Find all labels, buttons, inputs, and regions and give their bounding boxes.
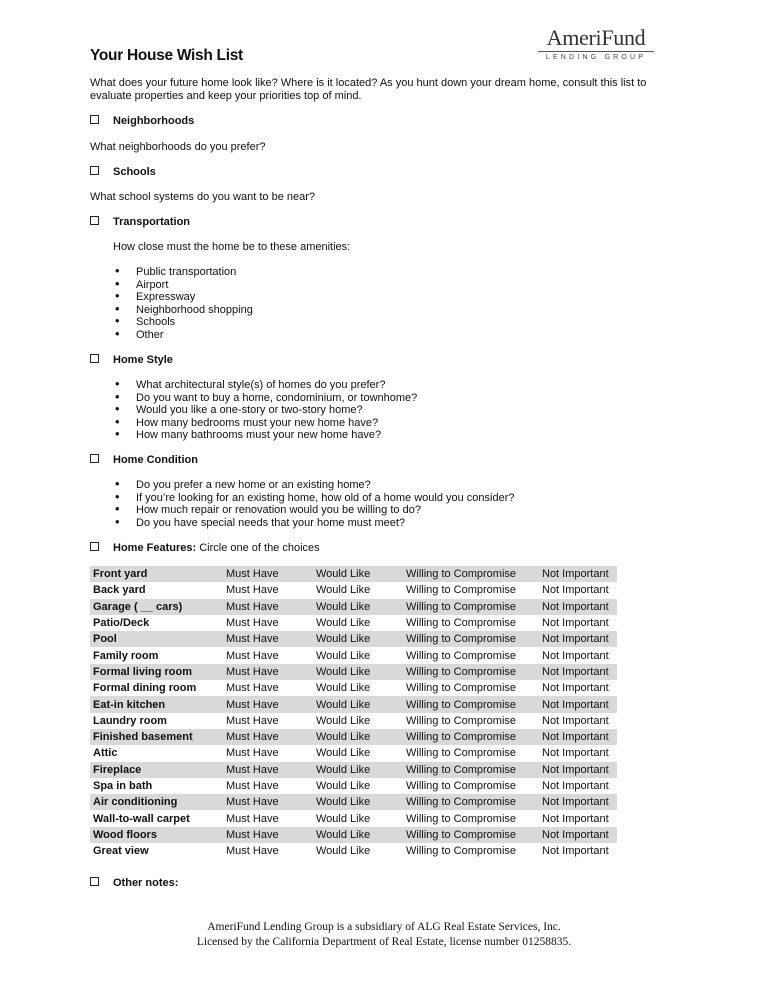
feature-name: Front yard [90,566,223,582]
choice-must-have[interactable]: Must Have [226,780,279,792]
table-row [90,599,617,615]
choice-must-have[interactable]: Must Have [223,599,313,615]
choice-would-like[interactable]: Would Like [316,617,371,630]
home-condition-label: Home Condition [113,454,198,466]
list-item: • Public transportation [113,266,253,279]
logo-rule [538,51,654,52]
footer-line-1: AmeriFund Lending Group is a subsidiary of ALG Real Estate Services, Inc. [207,921,561,933]
choice-must-have[interactable]: Must Have [223,696,313,712]
feature-name: Finished basement [90,729,223,745]
choice-would-like[interactable]: Would Like [313,566,403,582]
choice-must-have[interactable]: Must Have [226,714,279,727]
intro-text: What does your future home look like? Where is it located? As you hunt down your dream home, consult this list to evaluate properties and keep your priorities top of mind. [90,77,647,102]
checkbox-icon[interactable] [90,877,99,886]
choice-not-important[interactable]: Not Important [542,584,609,597]
choice-willing-to-compromise[interactable]: Willing to Compromise [403,827,539,843]
transportation-question: How close must the home be to these amenities: [113,241,351,253]
choice-must-have[interactable]: Must Have [223,827,313,843]
footer [0,920,768,950]
choice-not-important[interactable]: Not Important [539,664,617,680]
table-row [90,680,617,696]
choice-not-important[interactable]: Not Important [539,631,617,647]
feature-name: Formal living room [90,664,223,680]
feature-name: Pool [90,631,223,647]
choice-willing-to-compromise[interactable]: Willing to Compromise [406,780,517,792]
schools-heading [90,166,156,178]
list-item: • Neighborhood shopping [113,304,253,317]
schools-question: What school systems do you want to be near? [90,191,316,203]
choice-not-important[interactable]: Not Important [542,649,609,662]
choice-not-important[interactable]: Not Important [539,729,617,745]
choice-must-have[interactable]: Must Have [223,664,313,680]
feature-name: Air conditioning [90,794,223,810]
checkbox-icon[interactable] [90,166,99,175]
choice-must-have[interactable]: Must Have [223,794,313,810]
choice-must-have[interactable]: Must Have [223,631,313,647]
choice-not-important[interactable]: Not Important [542,682,609,695]
choice-would-like[interactable]: Would Like [316,812,371,825]
choice-must-have[interactable]: Must Have [223,566,313,582]
other-notes-heading [90,877,178,889]
table-row [90,778,617,794]
feature-name: Family room [93,649,159,662]
feature-name: Great view [93,845,149,858]
logo-subtitle: LENDING GROUP [545,54,647,61]
checkbox-icon[interactable] [90,115,99,124]
choice-not-important[interactable]: Not Important [542,812,609,825]
feature-name: Wall-to-wall carpet [93,812,190,825]
table-row [90,566,617,582]
choice-not-important[interactable]: Not Important [539,794,617,810]
choice-would-like[interactable]: Would Like [316,845,371,858]
choice-would-like[interactable]: Would Like [316,747,371,760]
schools-label: Schools [113,166,156,178]
choice-not-important[interactable]: Not Important [542,714,609,727]
feature-name: Garage ( __ cars) [90,599,223,615]
choice-must-have[interactable]: Must Have [226,682,279,695]
list-item: • Do you prefer a new home or an existing home? [113,479,515,492]
table-row [90,696,617,712]
choice-would-like[interactable]: Would Like [316,714,371,727]
choice-not-important[interactable]: Not Important [539,599,617,615]
choice-willing-to-compromise[interactable]: Willing to Compromise [403,696,539,712]
list-item: • How many bedrooms must your new home have? [113,417,417,430]
table-row [90,664,617,680]
transportation-list [113,266,253,342]
feature-name: Back yard [93,584,146,597]
choice-willing-to-compromise[interactable]: Willing to Compromise [403,794,539,810]
choice-willing-to-compromise[interactable]: Willing to Compromise [403,566,539,582]
neighborhoods-question: What neighborhoods do you prefer? [90,141,266,153]
choice-would-like[interactable]: Would Like [313,827,403,843]
choice-would-like[interactable]: Would Like [313,794,403,810]
list-item: • Do you want to buy a home, condominium, or townhome? [113,392,417,405]
table-row [90,843,617,859]
choice-not-important[interactable]: Not Important [542,845,609,858]
table-row [90,745,617,761]
choice-willing-to-compromise[interactable]: Willing to Compromise [403,599,539,615]
table-row [90,647,617,663]
list-item: • Would you like a one-story or two-story home? [113,404,417,417]
choice-willing-to-compromise[interactable]: Willing to Compromise [403,729,539,745]
feature-name: Wood floors [90,827,223,843]
choice-not-important[interactable]: Not Important [542,747,609,760]
neighborhoods-heading [90,115,194,127]
choice-must-have[interactable]: Must Have [226,617,279,630]
table-row [90,615,617,631]
choice-must-have[interactable]: Must Have [223,729,313,745]
neighborhoods-label: Neighborhoods [113,115,195,127]
home-condition-list [113,479,515,529]
logo-name: AmeriFund [546,25,646,50]
table-row [90,631,617,647]
choice-must-have[interactable]: Must Have [226,584,279,597]
footer-line-2: Licensed by the California Department of Real Estate, license number 01258835. [196,936,572,948]
home-style-heading [90,354,173,366]
feature-name: Patio/Deck [93,617,150,630]
choice-not-important[interactable]: Not Important [542,617,609,630]
choice-willing-to-compromise[interactable]: Willing to Compromise [406,747,517,760]
choice-would-like[interactable]: Would Like [313,664,403,680]
choice-not-important[interactable]: Not Important [539,566,617,582]
table-row [90,810,617,826]
choice-would-like[interactable]: Would Like [313,631,403,647]
choice-would-like[interactable]: Would Like [313,729,403,745]
list-item: • Schools [113,316,253,329]
choice-would-like[interactable]: Would Like [313,762,403,778]
choice-willing-to-compromise[interactable]: Willing to Compromise [406,682,517,695]
feature-name: Fireplace [90,762,223,778]
other-notes-label: Other notes: [113,877,179,889]
feature-name: Eat-in kitchen [90,696,223,712]
choice-willing-to-compromise[interactable]: Willing to Compromise [403,631,539,647]
choice-must-have[interactable]: Must Have [226,649,279,662]
feature-name: Attic [93,747,118,760]
table-row [90,794,617,810]
home-style-list [113,379,417,442]
transportation-heading [90,216,190,228]
choice-willing-to-compromise[interactable]: Willing to Compromise [406,584,517,597]
choice-not-important[interactable]: Not Important [539,696,617,712]
table-row [90,713,617,729]
checkbox-icon[interactable] [90,354,99,363]
choice-would-like[interactable]: Would Like [316,584,371,597]
table-row [90,762,617,778]
amerifund-logo [538,27,654,62]
home-features-heading [90,542,320,554]
choice-would-like[interactable]: Would Like [313,696,403,712]
choice-willing-to-compromise[interactable]: Willing to Compromise [406,845,517,858]
list-item: • Airport [113,279,253,292]
feature-name: Spa in bath [93,780,153,792]
home-features-label: Home Features: [113,542,197,554]
home-style-label: Home Style [113,354,173,366]
choice-willing-to-compromise[interactable]: Willing to Compromise [406,812,517,825]
home-condition-heading [90,454,198,466]
home-features-table [90,566,617,859]
choice-would-like[interactable]: Would Like [316,682,371,695]
list-item: • How many bathrooms must your new home have? [113,429,417,442]
checkbox-icon[interactable] [90,216,99,225]
list-item: • How much repair or renovation would you be willing to do? [113,504,515,517]
list-item: • Do you have special needs that your home must meet? [113,517,515,530]
choice-willing-to-compromise[interactable]: Willing to Compromise [403,664,539,680]
table-row [90,582,617,598]
choice-must-have[interactable]: Must Have [226,812,279,825]
home-features-instruction: Circle one of the choices [199,542,320,554]
choice-not-important[interactable]: Not Important [539,827,617,843]
choice-would-like[interactable]: Would Like [313,599,403,615]
table-row [90,729,617,745]
choice-willing-to-compromise[interactable]: Willing to Compromise [406,649,517,662]
feature-name: Formal dining room [93,682,197,695]
choice-must-have[interactable]: Must Have [226,747,279,760]
list-item: • What architectural style(s) of homes do you prefer? [113,379,417,392]
checkbox-icon[interactable] [90,542,99,551]
choice-must-have[interactable]: Must Have [226,845,279,858]
feature-name: Laundry room [93,714,167,727]
list-item: • Other [113,329,253,342]
choice-willing-to-compromise[interactable]: Willing to Compromise [403,762,539,778]
table-row [90,827,617,843]
transportation-label: Transportation [113,216,191,228]
choice-not-important[interactable]: Not Important [539,762,617,778]
choice-willing-to-compromise[interactable]: Willing to Compromise [406,617,517,630]
choice-must-have[interactable]: Must Have [223,762,313,778]
checkbox-icon[interactable] [90,454,99,463]
choice-would-like[interactable]: Would Like [316,649,371,662]
choice-would-like[interactable]: Would Like [316,780,371,792]
choice-willing-to-compromise[interactable]: Willing to Compromise [406,714,517,727]
choice-not-important[interactable]: Not Important [542,780,609,792]
list-item: • If you’re looking for an existing home, how old of a home would you consider? [113,492,515,505]
list-item: • Expressway [113,291,253,304]
page-title: Your House Wish List [90,47,243,64]
